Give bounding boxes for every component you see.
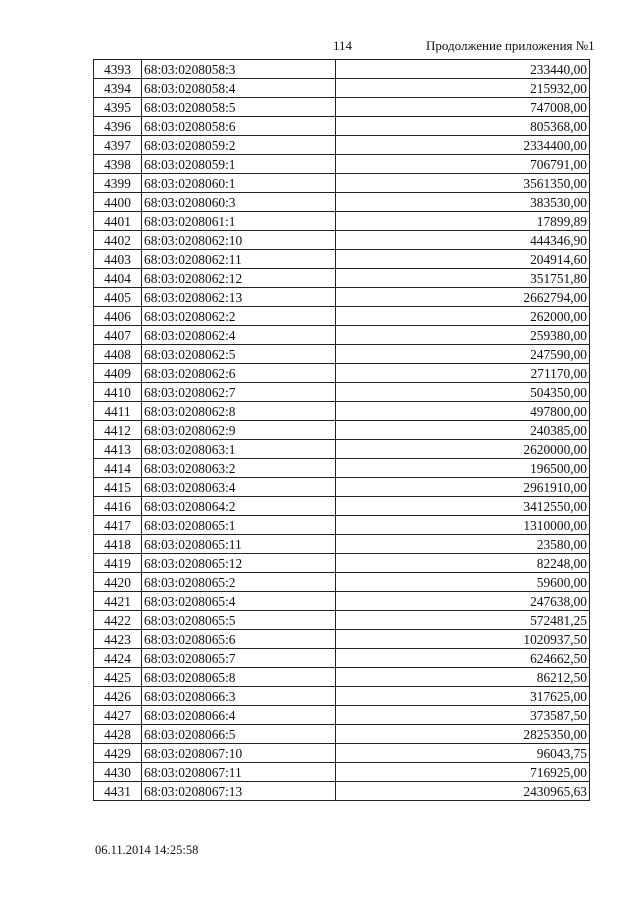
row-number: 4413: [94, 440, 142, 459]
row-number: 4396: [94, 117, 142, 136]
cadastral-number: 68:03:0208062:4: [142, 326, 336, 345]
cadastral-value: 204914,60: [336, 250, 590, 269]
table-row: [94, 782, 590, 801]
cadastral-value: 2961910,00: [336, 478, 590, 497]
table-row: [94, 725, 590, 744]
row-number: 4425: [94, 668, 142, 687]
cadastral-value: 233440,00: [336, 60, 590, 79]
table-row: [94, 364, 590, 383]
cadastral-value-table: [93, 59, 590, 801]
table-row: [94, 459, 590, 478]
table-row: [94, 706, 590, 725]
table-row: [94, 668, 590, 687]
row-number: 4398: [94, 155, 142, 174]
cadastral-number: 68:03:0208065:12: [142, 554, 336, 573]
cadastral-number: 68:03:0208058:5: [142, 98, 336, 117]
table-row: [94, 269, 590, 288]
cadastral-value: 2430965,63: [336, 782, 590, 801]
row-number: 4405: [94, 288, 142, 307]
table-row: [94, 611, 590, 630]
cadastral-number: 68:03:0208065:7: [142, 649, 336, 668]
cadastral-number: 68:03:0208065:2: [142, 573, 336, 592]
cadastral-value: 215932,00: [336, 79, 590, 98]
cadastral-value: 86212,50: [336, 668, 590, 687]
cadastral-number: 68:03:0208058:3: [142, 60, 336, 79]
row-number: 4420: [94, 573, 142, 592]
cadastral-number: 68:03:0208059:2: [142, 136, 336, 155]
row-number: 4401: [94, 212, 142, 231]
row-number: 4414: [94, 459, 142, 478]
row-number: 4421: [94, 592, 142, 611]
cadastral-number: 68:03:0208063:2: [142, 459, 336, 478]
table-row: [94, 193, 590, 212]
table-row: [94, 440, 590, 459]
cadastral-number: 68:03:0208066:3: [142, 687, 336, 706]
row-number: 4418: [94, 535, 142, 554]
table-row: [94, 326, 590, 345]
cadastral-value: 351751,80: [336, 269, 590, 288]
cadastral-number: 68:03:0208062:8: [142, 402, 336, 421]
table-row: [94, 155, 590, 174]
cadastral-value: 3561350,00: [336, 174, 590, 193]
table-row: [94, 288, 590, 307]
row-number: 4417: [94, 516, 142, 535]
row-number: 4400: [94, 193, 142, 212]
cadastral-value: 706791,00: [336, 155, 590, 174]
cadastral-number: 68:03:0208060:1: [142, 174, 336, 193]
row-number: 4411: [94, 402, 142, 421]
cadastral-value: 240385,00: [336, 421, 590, 440]
cadastral-number: 68:03:0208062:13: [142, 288, 336, 307]
cadastral-value: 444346,90: [336, 231, 590, 250]
table-row: [94, 630, 590, 649]
row-number: 4430: [94, 763, 142, 782]
table-row: [94, 478, 590, 497]
table-row: [94, 383, 590, 402]
table-row: [94, 250, 590, 269]
cadastral-value: 497800,00: [336, 402, 590, 421]
page-number: 114: [333, 38, 353, 53]
row-number: 4429: [94, 744, 142, 763]
cadastral-number: 68:03:0208062:6: [142, 364, 336, 383]
cadastral-value: 1020937,50: [336, 630, 590, 649]
row-number: 4428: [94, 725, 142, 744]
cadastral-value: 1310000,00: [336, 516, 590, 535]
row-number: 4395: [94, 98, 142, 117]
table-row: [94, 497, 590, 516]
row-number: 4394: [94, 79, 142, 98]
cadastral-number: 68:03:0208064:2: [142, 497, 336, 516]
cadastral-number: 68:03:0208063:4: [142, 478, 336, 497]
row-number: 4404: [94, 269, 142, 288]
table-row: [94, 117, 590, 136]
cadastral-number: 68:03:0208065:6: [142, 630, 336, 649]
row-number: 4412: [94, 421, 142, 440]
cadastral-number: 68:03:0208062:5: [142, 345, 336, 364]
cadastral-number: 68:03:0208059:1: [142, 155, 336, 174]
table-row: [94, 421, 590, 440]
table-body: [94, 60, 590, 801]
row-number: 4423: [94, 630, 142, 649]
cadastral-number: 68:03:0208060:3: [142, 193, 336, 212]
table-row: [94, 136, 590, 155]
row-number: 4399: [94, 174, 142, 193]
row-number: 4422: [94, 611, 142, 630]
cadastral-value: 2825350,00: [336, 725, 590, 744]
row-number: 4393: [94, 60, 142, 79]
cadastral-number: 68:03:0208058:6: [142, 117, 336, 136]
cadastral-number: 68:03:0208067:11: [142, 763, 336, 782]
table-row: [94, 345, 590, 364]
print-timestamp: 06.11.2014 14:25:58: [95, 843, 199, 857]
appendix-continuation-label: Продолжение приложения №1: [426, 38, 595, 53]
cadastral-value: 317625,00: [336, 687, 590, 706]
cadastral-value: 805368,00: [336, 117, 590, 136]
cadastral-value: 59600,00: [336, 573, 590, 592]
cadastral-value: 624662,50: [336, 649, 590, 668]
cadastral-value: 247638,00: [336, 592, 590, 611]
row-number: 4426: [94, 687, 142, 706]
row-number: 4409: [94, 364, 142, 383]
cadastral-value: 383530,00: [336, 193, 590, 212]
cadastral-number: 68:03:0208067:13: [142, 782, 336, 801]
cadastral-value: 196500,00: [336, 459, 590, 478]
cadastral-value: 2662794,00: [336, 288, 590, 307]
table-row: [94, 744, 590, 763]
cadastral-value: 2620000,00: [336, 440, 590, 459]
cadastral-value: 259380,00: [336, 326, 590, 345]
cadastral-number: 68:03:0208061:1: [142, 212, 336, 231]
row-number: 4419: [94, 554, 142, 573]
cadastral-number: 68:03:0208065:5: [142, 611, 336, 630]
cadastral-number: 68:03:0208063:1: [142, 440, 336, 459]
cadastral-number: 68:03:0208066:4: [142, 706, 336, 725]
row-number: 4402: [94, 231, 142, 250]
row-number: 4416: [94, 497, 142, 516]
row-number: 4410: [94, 383, 142, 402]
cadastral-value: 96043,75: [336, 744, 590, 763]
cadastral-value: 17899,89: [336, 212, 590, 231]
row-number: 4406: [94, 307, 142, 326]
cadastral-number: 68:03:0208058:4: [142, 79, 336, 98]
cadastral-number: 68:03:0208062:12: [142, 269, 336, 288]
cadastral-number: 68:03:0208065:8: [142, 668, 336, 687]
cadastral-value: 82248,00: [336, 554, 590, 573]
cadastral-number: 68:03:0208066:5: [142, 725, 336, 744]
table-row: [94, 592, 590, 611]
row-number: 4415: [94, 478, 142, 497]
table-row: [94, 573, 590, 592]
cadastral-value: 716925,00: [336, 763, 590, 782]
table-row: [94, 231, 590, 250]
row-number: 4408: [94, 345, 142, 364]
cadastral-value: 23580,00: [336, 535, 590, 554]
cadastral-number: 68:03:0208065:4: [142, 592, 336, 611]
cadastral-number: 68:03:0208062:7: [142, 383, 336, 402]
cadastral-number: 68:03:0208062:11: [142, 250, 336, 269]
cadastral-number: 68:03:0208062:2: [142, 307, 336, 326]
cadastral-value: 262000,00: [336, 307, 590, 326]
table-row: [94, 516, 590, 535]
table-row: [94, 307, 590, 326]
table-row: [94, 79, 590, 98]
cadastral-number: 68:03:0208067:10: [142, 744, 336, 763]
cadastral-value: 2334400,00: [336, 136, 590, 155]
table-row: [94, 649, 590, 668]
table-row: [94, 554, 590, 573]
cadastral-value: 3412550,00: [336, 497, 590, 516]
row-number: 4431: [94, 782, 142, 801]
cadastral-value: 572481,25: [336, 611, 590, 630]
cadastral-value: 373587,50: [336, 706, 590, 725]
cadastral-number: 68:03:0208065:11: [142, 535, 336, 554]
table-row: [94, 174, 590, 193]
table-row: [94, 402, 590, 421]
cadastral-value: 747008,00: [336, 98, 590, 117]
row-number: 4397: [94, 136, 142, 155]
cadastral-number: 68:03:0208062:9: [142, 421, 336, 440]
cadastral-number: 68:03:0208062:10: [142, 231, 336, 250]
cadastral-value: 271170,00: [336, 364, 590, 383]
row-number: 4403: [94, 250, 142, 269]
row-number: 4427: [94, 706, 142, 725]
cadastral-value: 504350,00: [336, 383, 590, 402]
table-row: [94, 98, 590, 117]
cadastral-value: 247590,00: [336, 345, 590, 364]
table-row: [94, 60, 590, 79]
table-row: [94, 763, 590, 782]
cadastral-number: 68:03:0208065:1: [142, 516, 336, 535]
row-number: 4407: [94, 326, 142, 345]
table-row: [94, 687, 590, 706]
row-number: 4424: [94, 649, 142, 668]
table-row: [94, 212, 590, 231]
table-row: [94, 535, 590, 554]
